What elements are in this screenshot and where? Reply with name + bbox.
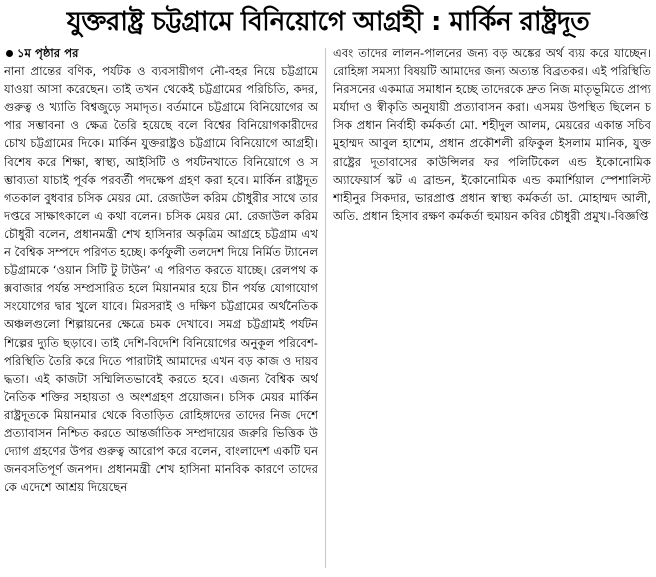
headline: যুক্তরাষ্ট্র চট্টগ্রামে বিনিয়োগে আগ্রহী : মার্কিন রাষ্ট্রদূত <box>66 7 590 37</box>
continuation-marker <box>4 44 318 62</box>
article-column-right <box>333 44 651 577</box>
article-column-left <box>4 44 318 577</box>
bullet-icon <box>6 50 13 57</box>
column-divider <box>325 48 326 568</box>
article-body-paragraph: এবং তাদের লালন-পালনের জন্য বড় অঙ্কের অর্থ ব্যয় করে যাচ্ছেন। রোহিঙ্গা সমস্যা বিষয়টি আমাদের জন্য অত্যন্ত বিব্রতকর। এই পরিস্থিতি নিরসনের একমাত্র সমাধান হচ্ছে তাদেরকে দ্রুত নিজ মাতৃভূমিতে প্রাপ্য মর্যাদা ও স্বীকৃতি অনুযায়ী প্রত্যাবাসন করা। এসময় উপস্থিত ছিলেন চসিক প্রধান নির্বাহী কর্মকর্তা মো. শহীদুল আলম, মেয়রের একান্ত সচিব মুহাম্মদ আবুল হাশেম, প্রধান প্রকৌশলী রফিকুল ইসলাম মানিক, যুক্তরাষ্ট্রের দূতাবাসের কাউন্সিলর ফর পলিটিকেল এন্ড ইকোনোমিক অ্যাফেয়ার্স স্কট এ ব্রান্ডন, ইকোনোমিক এন্ড কমার্শিয়াল স্পেশালিস্ট শাহীনুর সিকদার, ভারপ্রাপ্ত প্রধান স্বাস্থ্য কর্মকর্তা ডা. মোহাম্মদ আলী, অতি. প্রধান হিসাব রক্ষণ কর্মকর্তা হুমায়ন কবির চৌধুরী প্রমুখ।-বিজ্ঞপ্তি <box>333 46 651 223</box>
article-body-paragraph: নানা প্রান্তের বণিক, পর্যটক ও ব্যবসায়ীগণ নৌ-বহর নিয়ে চট্টগ্রামে যাওয়া আসা করেছেন। তাই তখন থেকেই চট্টগ্রামের পরিচিতি, কদর, গুরুত্ব ও খ্যাতি বিশ্বজুড়ে সমাদৃত। বর্তমানে চট্টগ্রামে বিনিয়োগের অপার সম্ভাবনা ও ক্ষেত্র তৈরি হয়েছে বলে বিশ্বের বিনিয়োগকারীদের চোখ চট্টগ্রামের দিকে। মার্কিন যুক্তরাষ্ট্রও চট্টগ্রামে বিনিয়োগে আগ্রহী। বিশেষ করে শিক্ষা, স্বাস্থ্য, আইসিটি ও পর্যটনখাতে বিনিয়োগে ও সম্ভাব্যতা যাচাই পূর্বক পরবর্তী পদক্ষেপ গ্রহণ করা হবে। মার্কিন রাষ্ট্রদূত গতকাল বুধবার চসিক মেয়র মো. রেজাউল করিম চৌধুরীর সাথে তার দপ্তরে সাক্ষাৎকালে এ কথা বলেন। চসিক মেয়র মো. রেজাউল করিম চৌধুরী বলেন, প্রধানমন্ত্রী শেখ হাসিনার অকৃত্রিম আগ্রহে চট্টগ্রাম এখন বৈশ্বিক সম্পদে পরিণত হচ্ছে। কর্ণফুলী তলদেশ দিয়ে নির্মিত ট্যানেল চট্টগ্রামকে ‘ওয়ান সিটি টু টাউন’ এ পরিণত করতে যাচ্ছে। রেলপথ কক্সবাজার পর্যন্ত সম্প্রসারিত হলে মিয়ানমার হয়ে চীন পর্যন্ত যোগাযোগ সংযোগের দ্বার খুলে যাবে। মিরসরাই ও দক্ষিণ চট্টগ্রামের অর্থনৈতিক অঞ্চলগুলো শিল্পায়নের ক্ষেত্রে চমক দেখাবে। সমগ্র চট্টগ্রামই পর্যটন শিল্পের দ্যুতি ছড়াবে। তাই দেশি-বিদেশি বিনিয়োগের অনুকূল পরিবেশ-পরিস্থিতি তৈরি করে দিতে পারাটাই আমাদের এখন বড় কাজ ও দায়বদ্ধতা। এই কাজটা সম্মিলিতভাবেই করতে হবে। এজন্য বৈশ্বিক অর্থনৈতিক শক্তির সহায়তা ও অংশগ্রহণ প্রয়োজন। চসিক মেয়র মার্কিন রাষ্ট্রদূতকে মিয়ানমার থেকে বিতাড়িত রোহিঙ্গাদের তাদের নিজ দেশে প্রত্যাবাসন নিশ্চিত করতে আন্তর্জাতিক সম্প্রদায়ের জরুরি ভিত্তিক উদ্যোগ গ্রহণের উপর গুরুত্ব আরোপ করে বলেন, বাংলাদেশ একটি ঘন জনবসতিপূর্ণ জনপদ। প্রধানমন্ত্রী শেখ হাসিনা মানবিক কারণে তাদেরকে এদেশে আশ্রয় দিয়েছেন <box>4 64 318 495</box>
continued-from-label: ১ম পৃষ্ঠার পর <box>17 46 79 60</box>
